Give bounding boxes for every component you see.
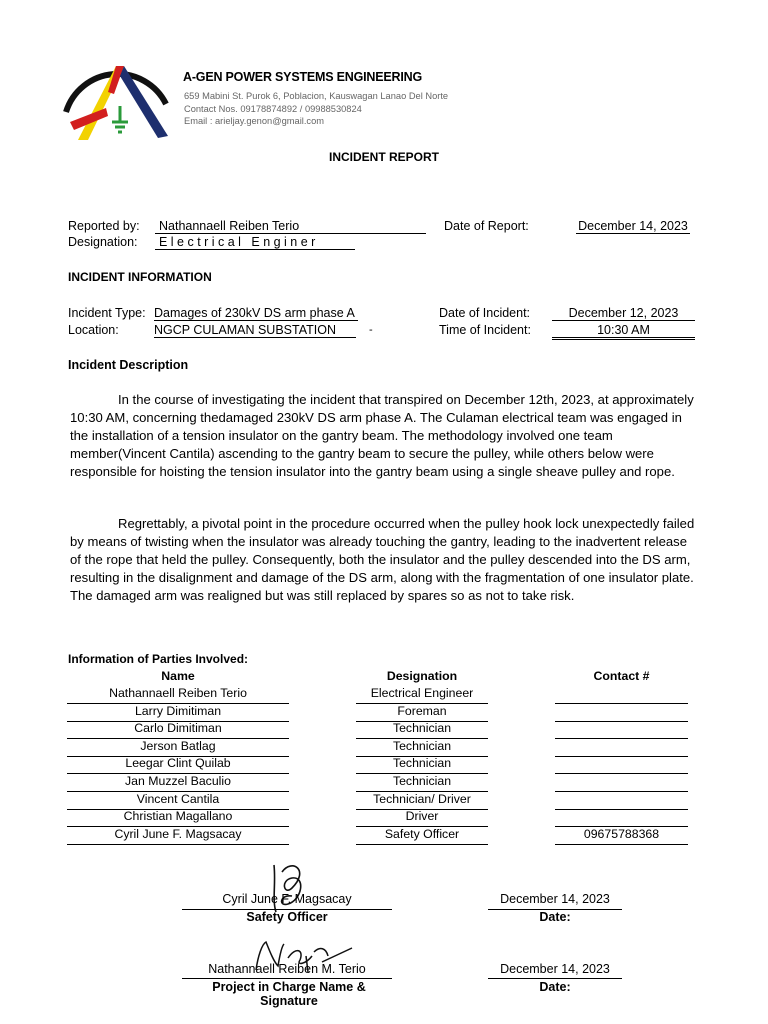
incident-type-label: Incident Type: — [68, 306, 146, 320]
location-label: Location: — [68, 323, 119, 337]
incident-date-label: Date of Incident: — [439, 306, 531, 320]
table-cell-name: Carlo Dimitiman — [134, 721, 222, 736]
table-cell-designation: Technician — [392, 774, 452, 788]
description-text: In the course of investigating the incident that transpired on December 12th, 2023, at approximately 10:30 AM, concerning thedamaged 230kV DS arm phase A. The Culaman electrical team was engaged in the installation of a tension insulator on the gantry beam. The methodology involved one team member(Vincent Cantila) ascending to the gantry beam to secure the pulley, while others below were responsible for hoisting the tension insulator into the gantry beam using a single sheave pulley and rope. — [70, 392, 694, 479]
col-header-designation: Designation — [386, 669, 458, 683]
project-in-charge-date-label: Date: — [539, 980, 571, 994]
safety-officer-date: December 14, 2023 — [500, 892, 610, 906]
row-line — [555, 809, 688, 810]
table-cell-name: Nathannaell Reiben Terio — [109, 686, 247, 700]
project-in-charge-date: December 14, 2023 — [500, 962, 610, 976]
table-cell-designation: Technician — [392, 756, 452, 771]
incident-time-label: Time of Incident: — [439, 323, 531, 337]
table-cell-name: Larry Dimitiman — [134, 703, 222, 718]
col-header-name: Name — [161, 669, 195, 683]
designation-value: E l e c t r i c a l E n g i n e r — [155, 235, 355, 250]
row-line — [555, 721, 688, 722]
reported-by-value: Nathannaell Reiben Terio — [155, 219, 426, 234]
table-cell-name: Cyril June F. Magsacay — [114, 826, 242, 841]
table-cell-designation: Electrical Engineer — [370, 686, 474, 700]
table-cell-designation: Technician/ Driver — [373, 791, 471, 806]
date-line — [488, 978, 622, 979]
table-cell-name: Vincent Cantila — [136, 791, 220, 806]
row-line — [555, 738, 688, 739]
date-of-report-value: December 14, 2023 — [576, 219, 690, 234]
table-cell-name: Leegar Clint Quilab — [125, 756, 231, 771]
table-cell-designation: Technician — [392, 721, 452, 736]
table-cell-name: Jerson Batlag — [140, 738, 216, 753]
safety-officer-date-label: Date: — [539, 910, 571, 924]
row-line — [555, 791, 688, 792]
company-contact: Contact Nos. 09178874892 / 09988530824 — [184, 104, 362, 114]
description-paragraph-2 — [70, 515, 698, 605]
table-cell-designation: Foreman — [397, 703, 447, 718]
company-address: 659 Mabini St. Purok 6, Poblacion, Kauswagan Lanao Del Norte — [184, 91, 449, 101]
table-cell-designation: Safety Officer — [384, 826, 460, 841]
description-text: Regrettably, a pivotal point in the procedure occurred when the pulley hook lock unexpectedly failed by means of twisting when the insulator was already touching the gantry, leading to the inadvertent release of the rope that held the pulley. Consequently, both the insulator and the pulley descended into the DS arm, resulting in the disalignment and damage of the DS arm, along with the fragmentation of one insulator plate. The damaged arm was realigned but was still replaced by spares so as not to take risk. — [70, 516, 695, 603]
description-heading: Incident Description — [68, 358, 189, 372]
table-cell-contact: 09675788368 — [583, 826, 660, 841]
table-cell-designation: Technician — [392, 738, 452, 753]
parties-heading: Information of Parties Involved: — [68, 652, 249, 666]
designation-label: Designation: — [68, 235, 138, 249]
table-cell-name: Christian Magallano — [123, 809, 233, 824]
table-cell-designation: Driver — [405, 809, 439, 824]
location-value: NGCP CULAMAN SUBSTATION — [154, 323, 356, 338]
safety-officer-name: Cyril June F. Magsacay — [222, 892, 352, 906]
table-cell-name: Jan Muzzel Baculio — [125, 774, 231, 788]
row-line — [555, 844, 688, 845]
row-line — [555, 756, 688, 757]
date-of-report-label: Date of Report: — [444, 219, 529, 233]
incident-date-value: December 12, 2023 — [552, 306, 695, 321]
company-logo — [58, 42, 178, 146]
col-header-contact: Contact # — [593, 669, 650, 683]
company-email: Email : arieljay.genon@gmail.com — [184, 116, 324, 126]
project-in-charge-role: Project in Charge Name & Signature — [212, 980, 366, 1008]
incident-type-value: Damages of 230kV DS arm phase A — [154, 306, 358, 321]
dash-mark: - — [369, 324, 373, 336]
description-paragraph-1 — [70, 391, 698, 481]
row-line — [555, 703, 688, 704]
incident-info-heading: INCIDENT INFORMATION — [68, 270, 212, 284]
row-line — [67, 844, 289, 845]
signature-line — [182, 978, 392, 979]
project-in-charge-name: Nathannaell Reiben M. Terio — [208, 962, 366, 976]
incident-time-value: 10:30 AM — [552, 323, 695, 340]
row-line — [555, 773, 688, 774]
row-line — [356, 844, 488, 845]
company-name: A-GEN POWER SYSTEMS ENGINEERING — [183, 70, 422, 84]
reported-by-label: Reported by: — [68, 219, 140, 233]
report-title: INCIDENT REPORT — [328, 150, 439, 164]
safety-officer-role: Safety Officer — [246, 910, 328, 924]
